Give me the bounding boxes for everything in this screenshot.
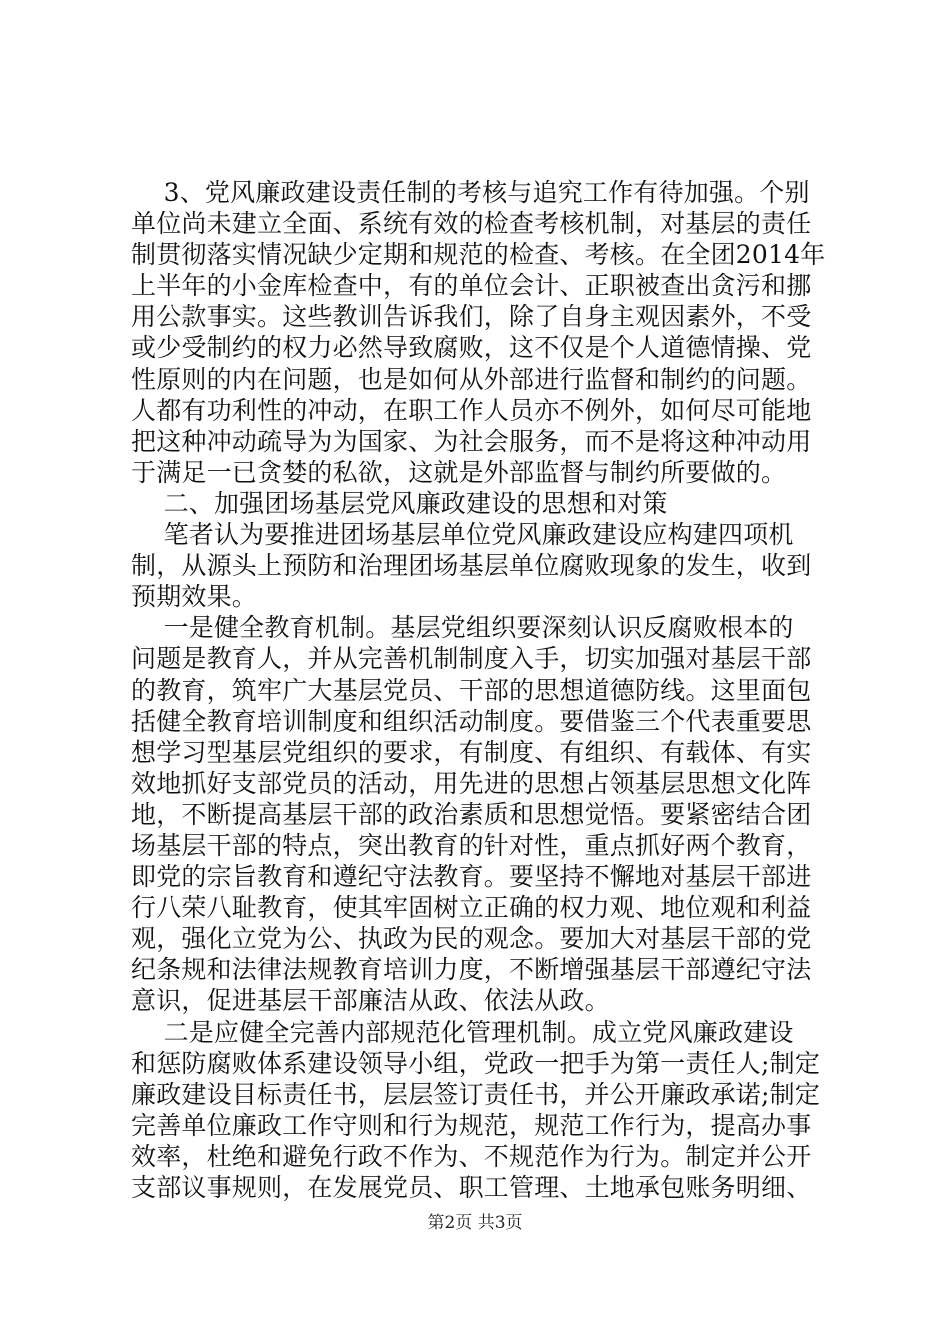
text-line: 括健全教育培训制度和组织活动制度。要借鉴三个代表重要思	[131, 706, 812, 736]
text-line: 和惩防腐败体系建设领导小组，党政一把手为第一责任人;制定	[131, 1048, 821, 1078]
text-line: 单位尚未建立全面、系统有效的检查考核机制，对基层的责任	[131, 209, 812, 239]
text-line: 效地抓好支部党员的活动，用先进的思想占领基层思想文化阵	[131, 768, 812, 798]
text-line: 把这种冲动疏导为为国家、为社会服务，而不是将这种冲动用	[131, 426, 812, 456]
text-line: 3、党风廉政建设责任制的考核与追究工作有待加强。个别	[131, 178, 810, 207]
text-line: 即党的宗旨教育和遵纪守法教育。要坚持不懈地对基层干部进	[131, 862, 812, 892]
document-body	[131, 177, 831, 1203]
text-line: 廉政建设目标责任书，层层签订责任书，并公开廉政承诺;制定	[131, 1079, 821, 1109]
text-line: 一是健全教育机制。基层党组织要深刻认识反腐败根本的	[131, 613, 794, 643]
text-line: 效率，杜绝和避免行政不作为、不规范作为行为。制定并公开	[131, 1141, 812, 1171]
text-line: 的教育，筑牢广大基层党员、干部的思想道德防线。这里面包	[131, 675, 812, 705]
text-line: 问题是教育人，并从完善机制制度入手，切实加强对基层干部	[131, 644, 812, 674]
text-line: 二是应健全完善内部规范化管理机制。成立党风廉政建设	[131, 1017, 794, 1047]
text-line: 或少受制约的权力必然导致腐败，这不仅是个人道德情操、党	[131, 333, 812, 363]
text-line: 制，从源头上预防和治理团场基层单位腐败现象的发生，收到	[131, 551, 812, 581]
text-line: 观，强化立党为公、执政为民的观念。要加大对基层干部的党	[131, 924, 812, 954]
text-line: 行八荣八耻教育，使其牢固树立正确的权力观、地位观和利益	[131, 893, 812, 923]
text-line: 地，不断提高基层干部的政治素质和思想觉悟。要紧密结合团	[131, 799, 812, 829]
text-line: 性原则的内在问题，也是如何从外部进行监督和制约的问题。	[131, 364, 812, 394]
text-line: 于满足一已贪婪的私欲，这就是外部监督与制约所要做的。	[131, 457, 787, 487]
text-line: 支部议事规则，在发展党员、职工管理、土地承包账务明细、	[131, 1173, 812, 1202]
text-line: 上半年的小金库检查中，有的单位会计、正职被查出贪污和挪	[131, 271, 812, 301]
text-line: 二、加强团场基层党风廉政建设的思想和对策	[131, 488, 668, 518]
text-line: 纪条规和法律法规教育培训力度，不断增强基层干部遵纪守法	[131, 955, 812, 985]
text-line: 意识，促进基层干部廉洁从政、依法从政。	[131, 986, 610, 1016]
text-line: 制贯彻落实情况缺少定期和规范的检查、考核。在全团2014年	[131, 240, 826, 270]
text-line: 想学习型基层党组织的要求，有制度、有组织、有载体、有实	[131, 737, 812, 767]
text-line: 用公款事实。这些教训告诉我们，除了自身主观因素外，不受	[131, 302, 812, 332]
text-line: 人都有功利性的冲动，在职工作人员亦不例外，如何尽可能地	[131, 395, 812, 425]
page-footer: 第2页 共3页	[427, 1213, 523, 1233]
text-line: 预期效果。	[131, 582, 258, 612]
text-line: 场基层干部的特点，突出教育的针对性，重点抓好两个教育，	[131, 830, 812, 860]
text-line: 笔者认为要推进团场基层单位党风廉政建设应构建四项机	[131, 520, 794, 550]
text-line: 完善单位廉政工作守则和行为规范，规范工作行为，提高办事	[131, 1110, 812, 1140]
